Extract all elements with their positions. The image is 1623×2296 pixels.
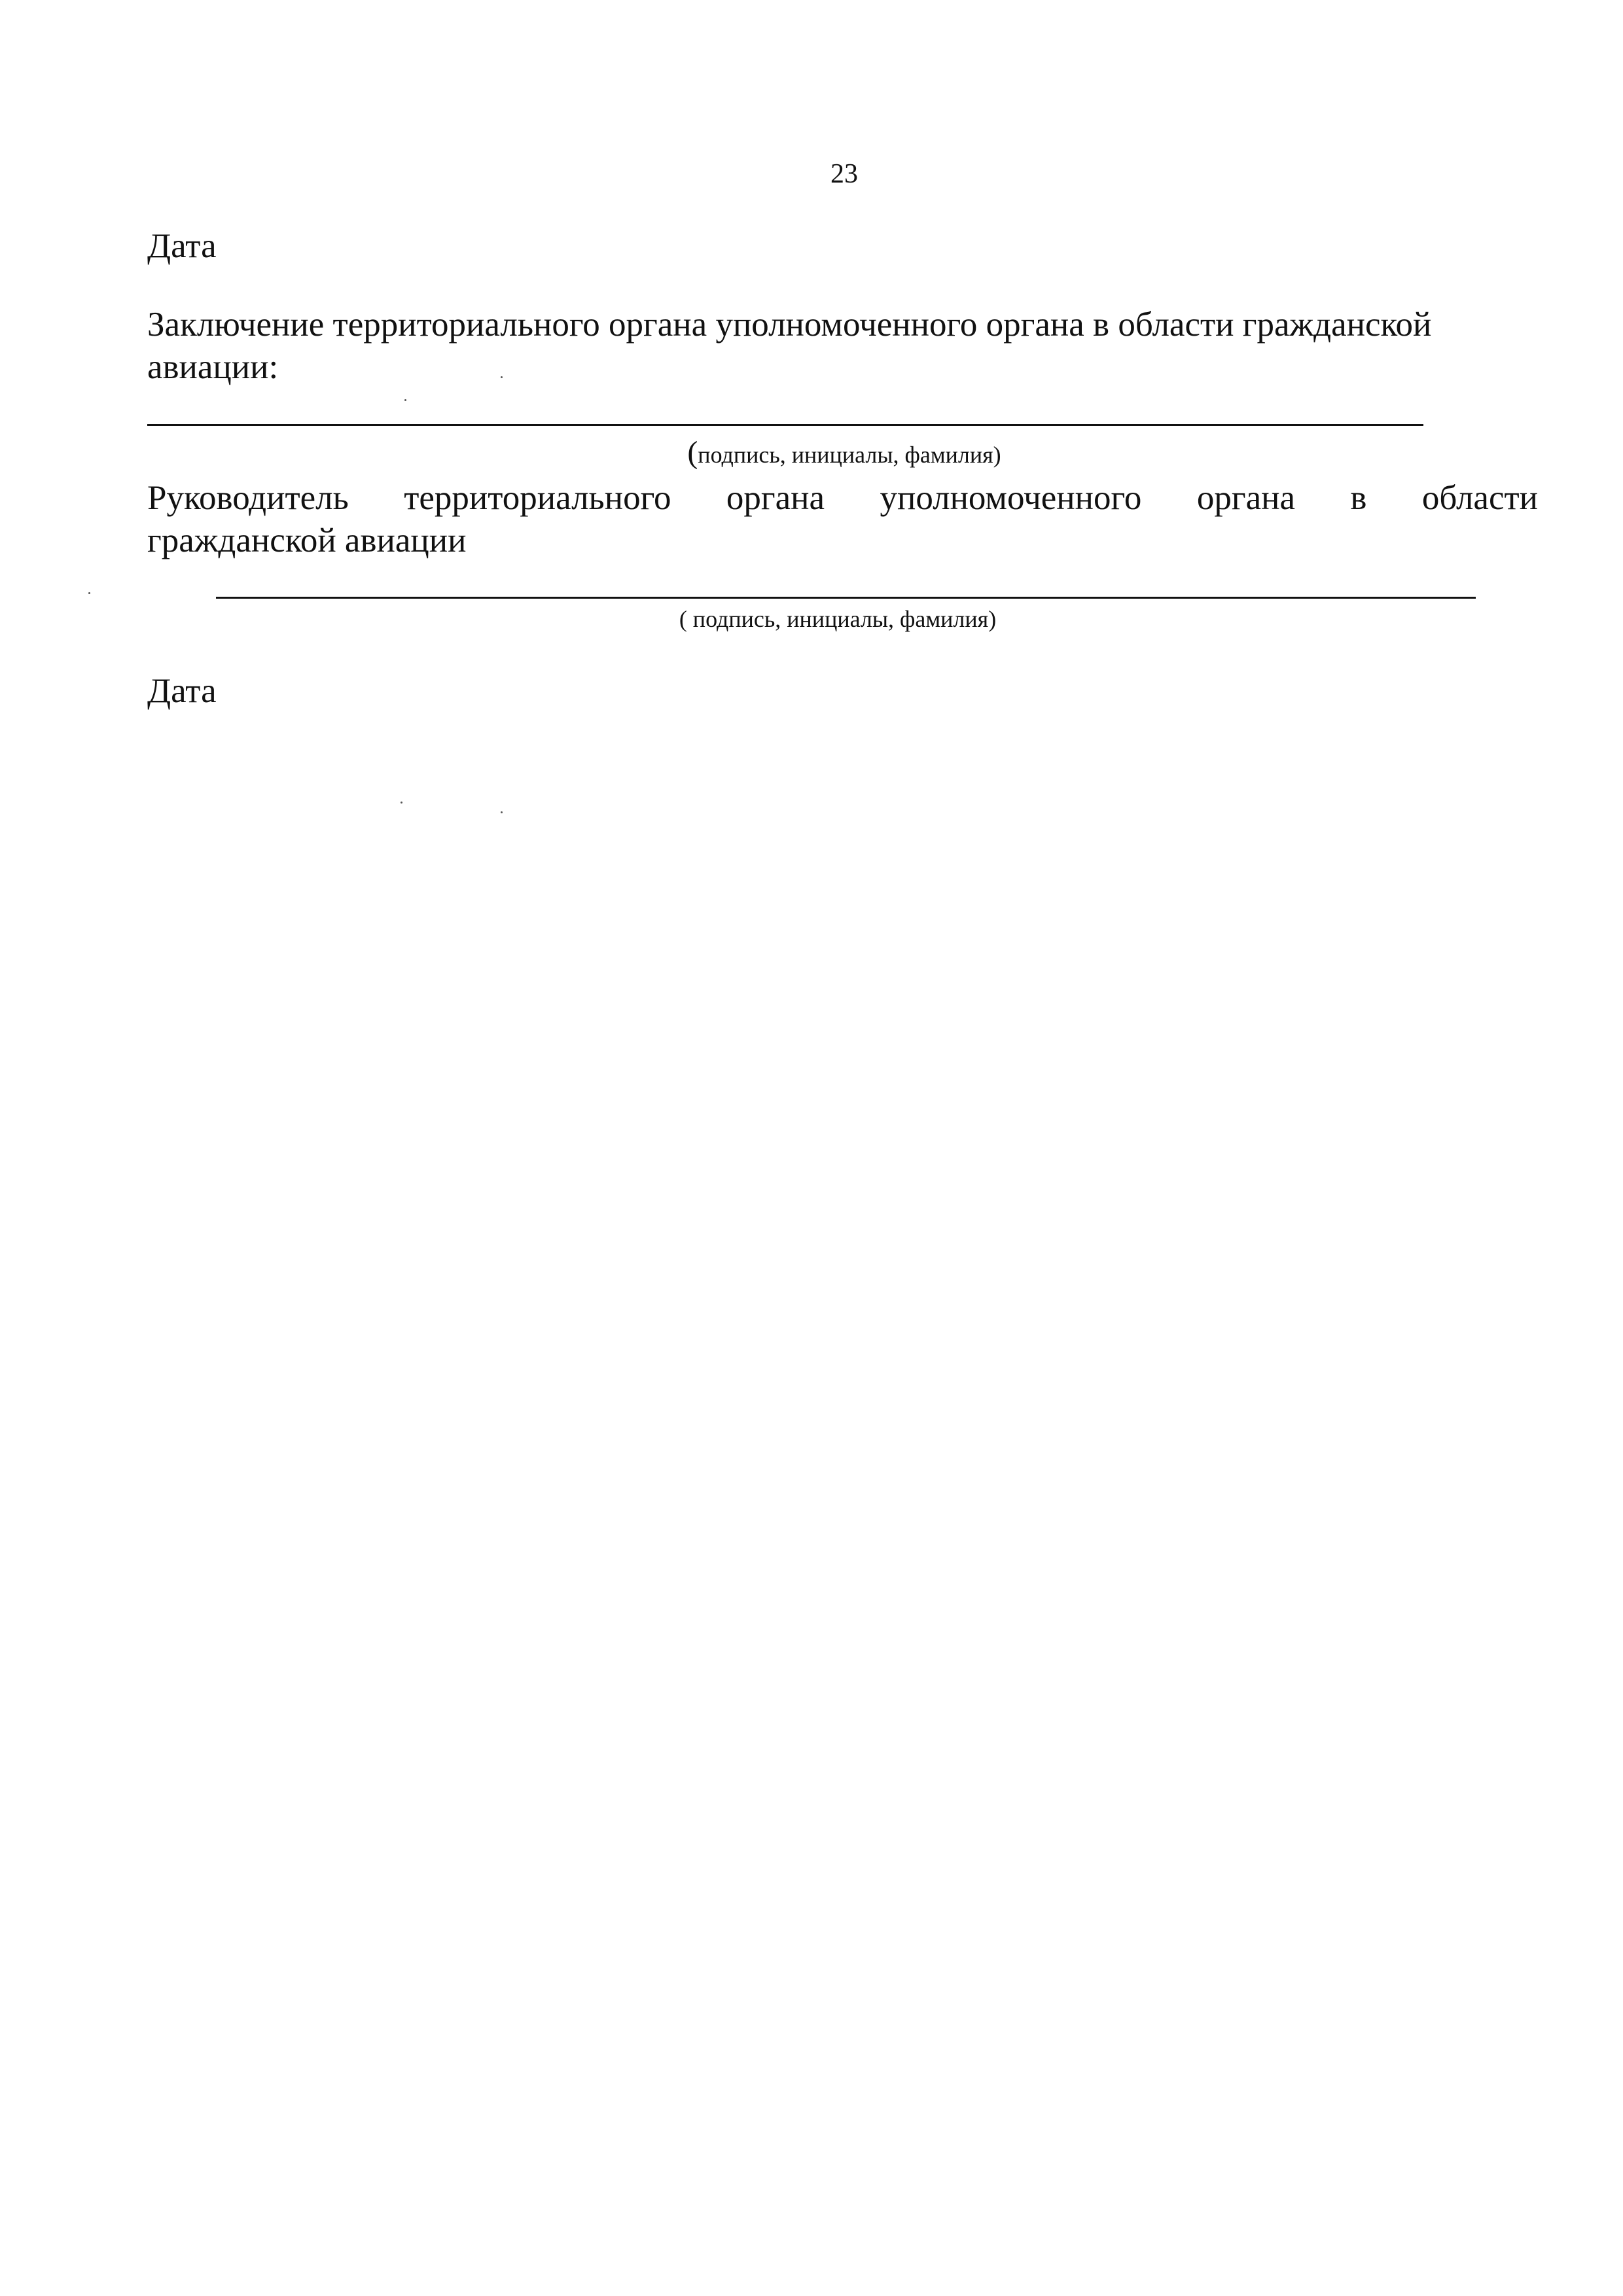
scan-speck [88,592,90,594]
head-word: в [1350,479,1367,517]
conclusion-text-1: Заключение территориального органа уполномоченного органа в области гражданской [147,306,1432,344]
signature-line-head [216,597,1476,599]
caption-text: подпись, инициалы, фамилия) [698,442,1001,468]
conclusion-line-1 [147,308,1538,342]
signature-caption-conclusion [661,437,1027,468]
scan-speck [501,811,503,813]
scan-speck [401,802,402,804]
conclusion-line-2: авиации: [147,348,279,386]
scan-speck [404,399,406,401]
date-label-top: Дата [147,227,217,265]
page-number: 23 [830,159,858,189]
head-word: области [1421,479,1538,517]
scan-speck [501,376,503,378]
head-word: органа [1196,479,1295,517]
date-label-bottom: Дата [147,672,217,710]
head-word: уполномоченного [880,479,1142,517]
head-word: органа [726,479,825,517]
head-line-2: гражданской авиации [147,521,467,559]
signature-line-conclusion [147,424,1423,426]
head-line-1 [147,481,1538,516]
caption-open-paren: ( [687,435,698,470]
head-word: Руководитель [147,479,349,517]
head-word: территориального [404,479,671,517]
signature-caption-head: ( подпись, инициалы, фамилия) [679,606,997,632]
